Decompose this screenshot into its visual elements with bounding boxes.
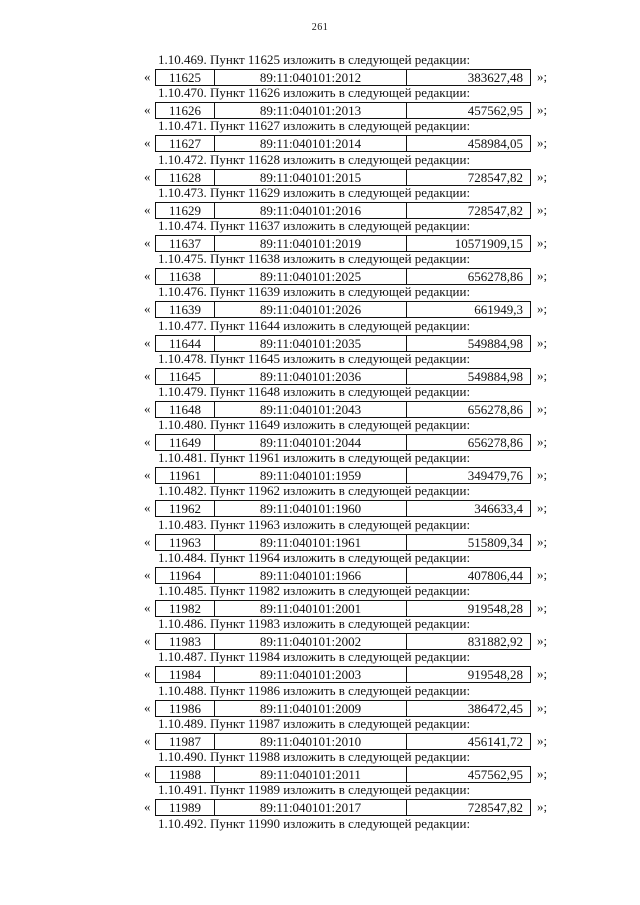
amendment-entry (0, 85, 640, 118)
close-quote: »; (537, 135, 548, 151)
item-number-cell: 11983 (156, 634, 215, 649)
open-quote: « (144, 268, 151, 284)
amendment-row (0, 335, 640, 351)
open-quote: « (144, 566, 151, 582)
amendment-table (155, 268, 531, 285)
item-number-cell: 11648 (156, 402, 215, 417)
final-amendment-heading: 1.10.492. Пункт 11990 изложить в следующей редакции: (158, 816, 471, 831)
value-cell: 919548,28 (467, 601, 523, 616)
amendment-entry (0, 616, 640, 649)
cadastral-number-cell: 89:11:040101:2001 (215, 601, 407, 616)
amendment-table (155, 102, 531, 119)
item-number-cell: 11962 (156, 501, 215, 516)
amendment-row (0, 733, 640, 749)
amendment-row (0, 69, 640, 85)
item-number-cell: 11627 (156, 136, 215, 151)
amendment-heading: 1.10.480. Пункт 11649 изложить в следующей редакции: (158, 417, 471, 433)
amendment-table (155, 69, 531, 86)
amendment-entry (0, 52, 640, 85)
value-cell: 728547,82 (467, 169, 523, 185)
amendment-entry (0, 384, 640, 417)
amendment-heading: 1.10.477. Пункт 11644 изложить в следующей редакции: (158, 317, 471, 333)
open-quote: « (144, 135, 151, 151)
item-number-cell: 11638 (156, 269, 215, 284)
amendment-entry (0, 450, 640, 483)
value-cell: 349479,76 (467, 468, 523, 484)
amendment-table (155, 567, 531, 584)
open-quote: « (144, 367, 151, 383)
open-quote: « (144, 699, 151, 715)
amendment-heading: 1.10.476. Пункт 11639 изложить в следующей редакции: (158, 284, 471, 300)
value-cell: 728547,82 (467, 202, 523, 218)
cadastral-number-cell: 89:11:040101:2002 (215, 634, 407, 649)
item-number-cell: 11644 (156, 336, 215, 351)
close-quote: »; (537, 633, 548, 649)
cadastral-number-cell: 89:11:040101:2003 (215, 667, 407, 682)
amendment-heading: 1.10.484. Пункт 11964 изложить в следующей редакции: (158, 549, 471, 565)
item-number-cell: 11984 (156, 667, 215, 682)
close-quote: »; (537, 500, 548, 516)
amendment-heading: 1.10.470. Пункт 11626 изложить в следующей редакции: (158, 85, 471, 101)
cadastral-number-cell: 89:11:040101:2044 (215, 435, 407, 450)
item-number-cell: 11628 (156, 170, 215, 185)
amendment-table (155, 467, 531, 484)
amendment-row (0, 434, 640, 450)
close-quote: »; (537, 234, 548, 250)
amendment-table (155, 666, 531, 683)
amendment-entry (0, 683, 640, 716)
amendment-entry (0, 583, 640, 616)
amendment-entry (0, 152, 640, 185)
item-number-cell: 11989 (156, 800, 215, 815)
close-quote: »; (537, 699, 548, 715)
open-quote: « (144, 467, 151, 483)
close-quote: »; (537, 168, 548, 184)
amendment-entry (0, 550, 640, 583)
open-quote: « (144, 765, 151, 781)
amendment-table (155, 534, 531, 551)
amendment-row (0, 401, 640, 417)
amendment-heading: 1.10.473. Пункт 11629 изложить в следующей редакции: (158, 184, 471, 200)
amendment-entry (0, 716, 640, 749)
open-quote: « (144, 533, 151, 549)
amendment-row (0, 700, 640, 716)
close-quote: »; (537, 467, 548, 483)
cadastral-number-cell: 89:11:040101:2043 (215, 402, 407, 417)
amendment-table (155, 202, 531, 219)
amendment-entry (0, 118, 640, 151)
amendment-entry (0, 483, 640, 516)
cadastral-number-cell: 89:11:040101:1960 (215, 501, 407, 516)
item-number-cell: 11626 (156, 103, 215, 118)
value-cell: 661949,3 (474, 302, 523, 318)
amendment-row (0, 235, 640, 251)
cadastral-number-cell: 89:11:040101:2026 (215, 302, 407, 317)
value-cell: 549884,98 (467, 368, 523, 384)
item-number-cell: 11645 (156, 369, 215, 384)
close-quote: »; (537, 799, 548, 815)
value-cell: 10571909,15 (454, 235, 523, 251)
amendment-entry (0, 649, 640, 682)
amendment-heading: 1.10.489. Пункт 11987 изложить в следующей редакции: (158, 715, 471, 731)
amendment-heading: 1.10.486. Пункт 11983 изложить в следующей редакции: (158, 616, 471, 632)
amendment-entry (0, 318, 640, 351)
close-quote: »; (537, 268, 548, 284)
cadastral-number-cell: 89:11:040101:2012 (215, 70, 407, 85)
close-quote: »; (537, 102, 548, 118)
value-cell: 456141,72 (467, 733, 523, 749)
amendment-row (0, 534, 640, 550)
item-number-cell: 11639 (156, 302, 215, 317)
cadastral-number-cell: 89:11:040101:2036 (215, 369, 407, 384)
page-number: 261 (311, 22, 329, 33)
amendment-table (155, 799, 531, 816)
amendment-entry (0, 185, 640, 218)
cadastral-number-cell: 89:11:040101:2019 (215, 236, 407, 251)
value-cell: 457562,95 (467, 766, 523, 782)
amendment-table (155, 633, 531, 650)
open-quote: « (144, 69, 151, 84)
open-quote: « (144, 201, 151, 217)
amendment-row (0, 202, 640, 218)
item-number-cell: 11963 (156, 535, 215, 550)
amendment-entry (0, 251, 640, 284)
amendment-table (155, 335, 531, 352)
amendment-list (0, 52, 640, 815)
amendment-entry (0, 218, 640, 251)
cadastral-number-cell: 89:11:040101:1966 (215, 568, 407, 583)
amendment-entry (0, 284, 640, 317)
value-cell: 728547,82 (467, 800, 523, 816)
amendment-heading: 1.10.488. Пункт 11986 изложить в следующей редакции: (158, 682, 471, 698)
amendment-table (155, 235, 531, 252)
open-quote: « (144, 234, 151, 250)
item-number-cell: 11637 (156, 236, 215, 251)
amendment-row (0, 467, 640, 483)
amendment-heading: 1.10.491. Пункт 11989 изложить в следующей редакции: (158, 782, 471, 798)
amendment-heading: 1.10.483. Пункт 11963 изложить в следующей редакции: (158, 516, 471, 532)
open-quote: « (144, 334, 151, 350)
cadastral-number-cell: 89:11:040101:2035 (215, 336, 407, 351)
value-cell: 386472,45 (467, 700, 523, 716)
amendment-row (0, 268, 640, 284)
amendment-heading: 1.10.475. Пункт 11638 изложить в следующей редакции: (158, 251, 471, 267)
item-number-cell: 11964 (156, 568, 215, 583)
amendment-table (155, 434, 531, 451)
cadastral-number-cell: 89:11:040101:2017 (215, 800, 407, 815)
amendment-heading: 1.10.481. Пункт 11961 изложить в следующей редакции: (158, 450, 471, 466)
cadastral-number-cell: 89:11:040101:2013 (215, 103, 407, 118)
amendment-row (0, 500, 640, 516)
amendment-heading: 1.10.479. Пункт 11648 изложить в следующей редакции: (158, 383, 471, 399)
amendment-row (0, 368, 640, 384)
amendment-entry (0, 417, 640, 450)
item-number-cell: 11982 (156, 601, 215, 616)
open-quote: « (144, 301, 151, 317)
value-cell: 457562,95 (467, 103, 523, 119)
amendment-row (0, 633, 640, 649)
open-quote: « (144, 500, 151, 516)
value-cell: 919548,28 (467, 667, 523, 683)
open-quote: « (144, 168, 151, 184)
open-quote: « (144, 633, 151, 649)
value-cell: 656278,86 (467, 401, 523, 417)
close-quote: »; (537, 301, 548, 317)
amendment-table (155, 368, 531, 385)
amendment-table (155, 500, 531, 517)
amendment-row (0, 600, 640, 616)
amendment-heading: 1.10.490. Пункт 11988 изложить в следующей редакции: (158, 748, 471, 764)
open-quote: « (144, 434, 151, 450)
amendment-table (155, 301, 531, 318)
item-number-cell: 11987 (156, 734, 215, 749)
close-quote: »; (537, 533, 548, 549)
amendment-table (155, 135, 531, 152)
amendment-entry (0, 517, 640, 550)
close-quote: »; (537, 69, 548, 84)
open-quote: « (144, 600, 151, 615)
cadastral-number-cell: 89:11:040101:2016 (215, 203, 407, 218)
value-cell: 383627,48 (467, 70, 523, 85)
value-cell: 549884,98 (467, 335, 523, 351)
amendment-heading: 1.10.485. Пункт 11982 изложить в следующей редакции: (158, 583, 471, 598)
item-number-cell: 11986 (156, 701, 215, 716)
amendment-heading: 1.10.474. Пункт 11637 изложить в следующей редакции: (158, 217, 471, 233)
close-quote: »; (537, 201, 548, 217)
amendment-entry (0, 782, 640, 815)
item-number-cell: 11625 (156, 70, 215, 85)
open-quote: « (144, 666, 151, 682)
amendment-heading: 1.10.471. Пункт 11627 изложить в следующей редакции: (158, 118, 471, 134)
value-cell: 458984,05 (467, 136, 523, 152)
amendment-row (0, 799, 640, 815)
close-quote: »; (537, 732, 548, 748)
amendment-row (0, 102, 640, 118)
close-quote: »; (537, 367, 548, 383)
close-quote: »; (537, 400, 548, 416)
cadastral-number-cell: 89:11:040101:2014 (215, 136, 407, 151)
cadastral-number-cell: 89:11:040101:2015 (215, 170, 407, 185)
amendment-table (155, 700, 531, 717)
amendment-heading: 1.10.482. Пункт 11962 изложить в следующей редакции: (158, 483, 471, 499)
amendment-table (155, 169, 531, 186)
close-quote: »; (537, 434, 548, 450)
open-quote: « (144, 400, 151, 416)
close-quote: »; (537, 334, 548, 350)
value-cell: 656278,86 (467, 435, 523, 451)
amendment-table (155, 600, 531, 617)
amendment-heading: 1.10.472. Пункт 11628 изложить в следующей редакции: (158, 151, 471, 167)
close-quote: »; (537, 666, 548, 682)
value-cell: 515809,34 (467, 534, 523, 550)
item-number-cell: 11629 (156, 203, 215, 218)
close-quote: »; (537, 600, 548, 615)
close-quote: »; (537, 765, 548, 781)
amendment-heading: 1.10.478. Пункт 11645 изложить в следующей редакции: (158, 350, 471, 366)
amendment-entry (0, 351, 640, 384)
cadastral-number-cell: 89:11:040101:1961 (215, 535, 407, 550)
value-cell: 407806,44 (467, 567, 523, 583)
value-cell: 831882,92 (467, 634, 523, 650)
amendment-table (155, 733, 531, 750)
amendment-row (0, 567, 640, 583)
open-quote: « (144, 799, 151, 815)
amendment-row (0, 301, 640, 317)
value-cell: 656278,86 (467, 269, 523, 285)
cadastral-number-cell: 89:11:040101:2011 (215, 767, 407, 782)
amendment-table (155, 766, 531, 783)
item-number-cell: 11961 (156, 468, 215, 483)
item-number-cell: 11988 (156, 767, 215, 782)
cadastral-number-cell: 89:11:040101:2009 (215, 701, 407, 716)
cadastral-number-cell: 89:11:040101:2025 (215, 269, 407, 284)
amendment-table (155, 401, 531, 418)
amendment-entry (0, 749, 640, 782)
amendment-heading: 1.10.487. Пункт 11984 изложить в следующей редакции: (158, 649, 471, 665)
close-quote: »; (537, 566, 548, 582)
item-number-cell: 11649 (156, 435, 215, 450)
amendment-row (0, 666, 640, 682)
open-quote: « (144, 102, 151, 118)
cadastral-number-cell: 89:11:040101:1959 (215, 468, 407, 483)
amendment-row (0, 766, 640, 782)
amendment-heading: 1.10.469. Пункт 11625 изложить в следующей редакции: (158, 52, 471, 67)
open-quote: « (144, 732, 151, 748)
amendment-row (0, 169, 640, 185)
value-cell: 346633,4 (474, 501, 523, 517)
amendment-row (0, 135, 640, 151)
cadastral-number-cell: 89:11:040101:2010 (215, 734, 407, 749)
